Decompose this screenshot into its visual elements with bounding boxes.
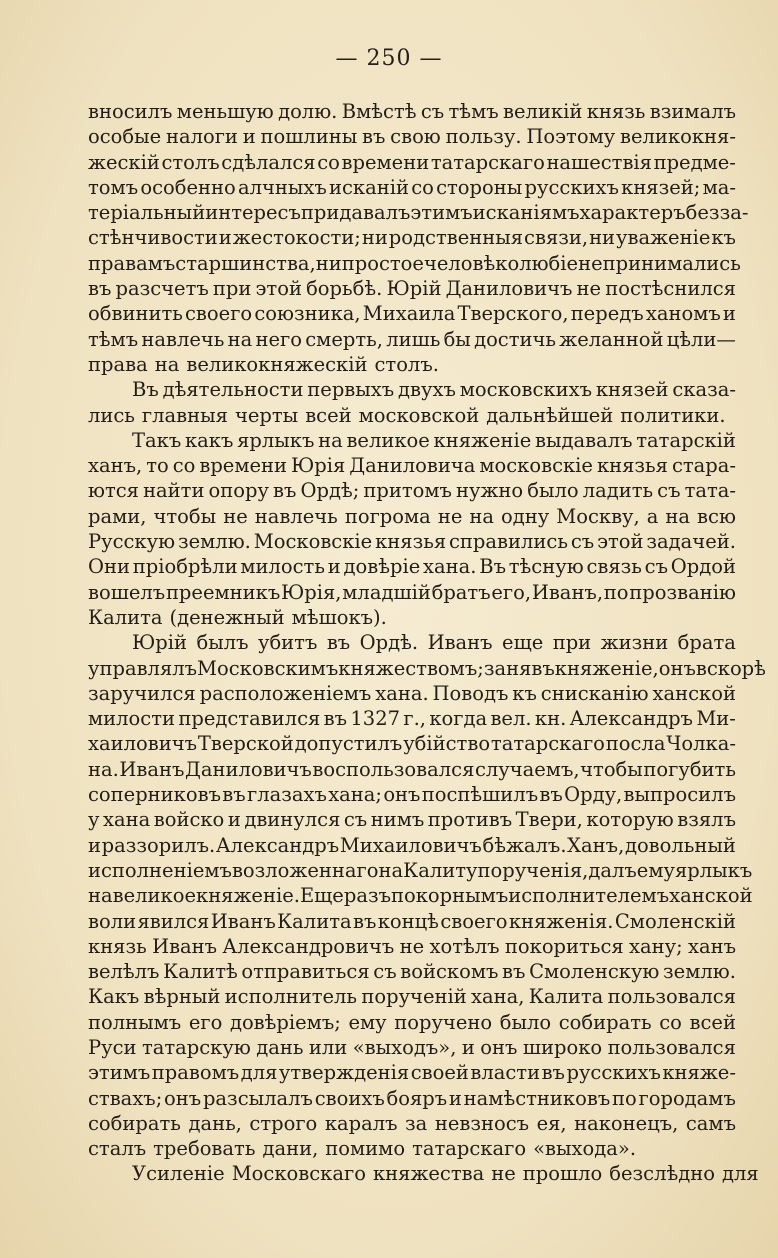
text-line: Русскую землю. Московскіе князья справились съ этой задачей. xyxy=(88,530,736,554)
paragraph xyxy=(88,1161,759,1186)
text-line: полнымъ его довѣріемъ; ему поручено было собирать со всей xyxy=(88,1010,736,1034)
text-line: у хана войско и двинулся съ нимъ противъ Твери, которую взялъ xyxy=(88,808,736,832)
text-line: права на великокняжескій столъ. xyxy=(88,352,439,376)
text-line: ханъ, то со времени Юрія Даниловича московскіе князья стара- xyxy=(88,454,736,478)
text-line: тѣмъ навлечь на него смерть, лишь бы достичь желанной цѣли— xyxy=(88,327,736,351)
text-line: Такъ какъ ярлыкъ на великое княженіе выдавалъ татарскій xyxy=(132,428,736,452)
text-line: лись главныя черты всей московской дальнѣйшей политики. xyxy=(88,403,726,427)
text-line: обвинить своего союзника, Михаила Тверского, передъ ханомъ и xyxy=(88,302,736,326)
text-line: въ разсчетъ при этой борьбѣ. Юрій Даниловичъ не постѣснился xyxy=(88,277,736,301)
text-line: хаиловичъ Тверской допустилъ убійство татарскаго посла Чолка- xyxy=(88,732,736,756)
text-line: ствахъ; онъ разсылалъ своихъ бояръ и намѣстниковъ по городамъ xyxy=(88,1086,736,1110)
text-line: вошелъ преемникъ Юрія, младшій братъ его, Иванъ, по прозванію xyxy=(88,580,736,604)
text-line: исполненіемъ возложеннаго на Калиту порученія, далъ ему ярлыкъ xyxy=(88,858,753,882)
text-line: милости представился въ 1327 г., когда вел. кн. Александръ Ми- xyxy=(88,707,736,731)
text-line: особые налоги и пошлины въ свою пользу. Поэтому великокня- xyxy=(88,125,736,149)
page-number: — 250 — xyxy=(335,46,443,71)
paragraph xyxy=(88,630,766,1161)
text-line: рами, чтобы не навлечь погрома не на одну Москву, а на всю xyxy=(88,504,736,528)
paragraph xyxy=(88,99,749,377)
paragraph xyxy=(88,428,736,630)
text-line: Какъ вѣрный исполнитель порученій хана, Калита пользовался xyxy=(88,985,736,1009)
text-line: и раззорилъ. Александръ Михаиловичъ бѣжалъ. Ханъ, довольный xyxy=(88,833,736,857)
text-line: томъ особенно алчныхъ исканій со стороны русскихъ князей; ма- xyxy=(88,175,736,199)
text-line: князь Иванъ Александровичъ не хотѣлъ покориться хану; ханъ xyxy=(88,934,736,958)
text-line: теріальный интересъ придавалъ этимъ исканіямъ характеръ безза- xyxy=(88,201,749,225)
text-line: заручился расположеніемъ хана. Поводъ къ снисканію ханской xyxy=(88,681,736,705)
text-line: соперниковъ въ глазахъ хана; онъ поспѣшилъ въ Орду, выпросилъ xyxy=(88,783,736,807)
text-line: на. Иванъ Даниловичъ воспользовался случаемъ, чтобы погубить xyxy=(88,757,736,781)
text-line: Руси татарскую дань или «выходъ», и онъ широко пользовался xyxy=(88,1035,736,1059)
text-line: Усиленіе Московскаго княжества не прошло безслѣдно для xyxy=(132,1162,759,1186)
body-text xyxy=(88,99,766,1187)
text-line: на великое княженіе. Еще разъ покорнымъ исполнителемъ ханской xyxy=(88,884,753,908)
text-line: Въ дѣятельности первыхъ двухъ московскихъ князей сказа- xyxy=(132,378,736,402)
text-line: управлялъ Московскимъ княжествомъ; занявъ княженіе, онъ вскорѣ xyxy=(88,656,766,680)
text-line: сталъ требовать дани, помимо татарскаго «выхода». xyxy=(88,1137,637,1161)
paragraph xyxy=(88,377,736,428)
text-line: жескій столъ сдѣлался со времени татарскаго нашествія предме- xyxy=(88,150,736,174)
text-line: Они пріобрѣли милость и довѣріе хана. Въ тѣсную связь съ Ордой xyxy=(88,555,736,579)
text-line: этимъ правомъ для утвержденія своей власти въ русскихъ княже- xyxy=(88,1061,736,1085)
text-line: правамъ старшинства, ни простое человѣколюбіе не принимались xyxy=(88,251,741,275)
text-line: вносилъ меньшую долю. Вмѣстѣ съ тѣмъ великій князь взималъ xyxy=(88,100,736,123)
text-line: воли явился Иванъ Калита въ концѣ своего княженія. Смоленскій xyxy=(88,909,736,933)
text-line: Юрій былъ убитъ въ Ордѣ. Иванъ еще при жизни брата xyxy=(132,631,736,655)
text-line: собирать дань, строго каралъ за невзносъ ея, наконецъ, самъ xyxy=(88,1111,736,1135)
text-line: ются найти опору въ Ордѣ; притомъ нужно было ладить съ тата- xyxy=(88,479,736,503)
text-line: Калита (денежный мѣшокъ). xyxy=(88,605,387,629)
text-line: стѣнчивости и жестокости; ни родственныя связи, ни уваженіе къ xyxy=(88,226,736,250)
text-line: велѣлъ Калитѣ отправиться съ войскомъ въ Смоленскую землю. xyxy=(88,960,736,984)
